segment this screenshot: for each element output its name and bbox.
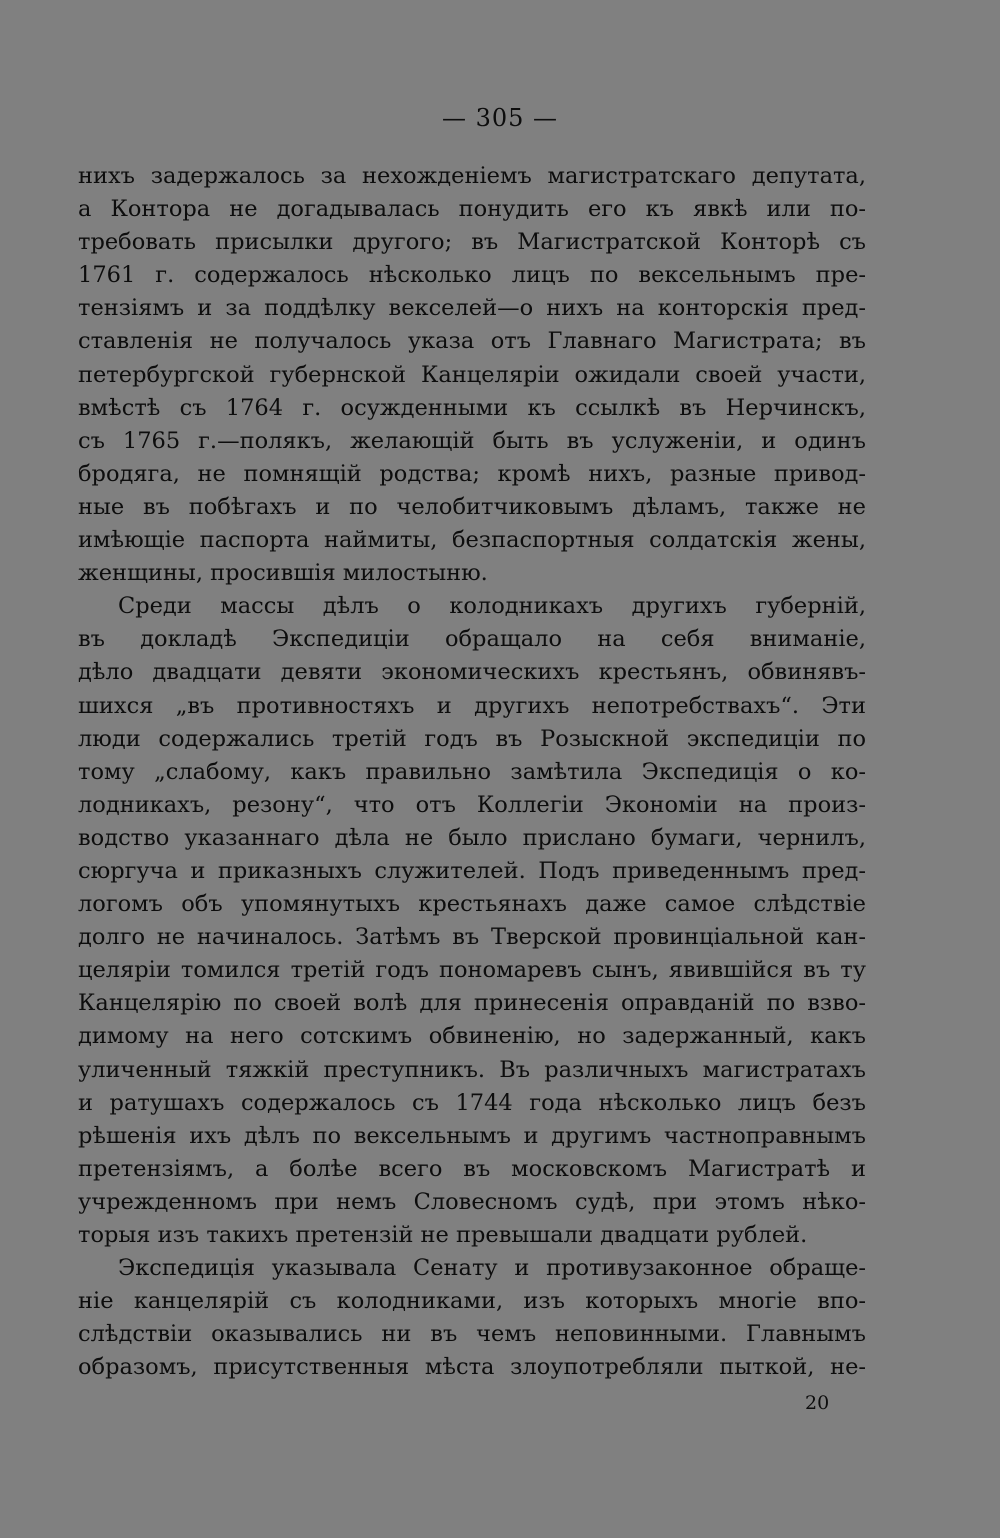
- text-line: тензіямъ и за поддѣлку векселей—о нихъ на конторскія пред-: [78, 295, 866, 322]
- text-line: сюргуча и приказныхъ служителей. Подъ приведеннымъ пред-: [78, 857, 866, 884]
- text-line: рѣшенія ихъ дѣлъ по вексельнымъ и другимъ частноправнымъ: [78, 1122, 866, 1149]
- text-line: а Контора не догадывалась понудить его къ явкѣ или по-: [78, 196, 866, 223]
- page-number-header: — 305 —: [441, 104, 559, 132]
- text-line: съ 1765 г.—полякъ, желающій быть въ услуженіи, и одинъ: [78, 427, 866, 454]
- text-line: женщины, просившія милостыню.: [78, 560, 488, 587]
- text-line: Канцелярію по своей волѣ для принесенія оправданій по взво-: [78, 990, 866, 1017]
- text-line: въ докладѣ Экспедиціи обращало на себя вниманіе,: [78, 626, 866, 653]
- text-line: имѣющіе паспорта наймиты, безпаспортныя солдатскія жены,: [78, 527, 866, 554]
- text-line: водство указаннаго дѣла не было прислано бумаги, чернилъ,: [78, 824, 866, 851]
- text-line: люди содержались третій годъ въ Розыскной экспедиціи по: [78, 725, 866, 752]
- signature-mark: 20: [805, 1392, 830, 1414]
- text-line: уличенный тяжкій преступникъ. Въ различныхъ магистратахъ: [78, 1056, 866, 1083]
- text-line: и ратушахъ содержалось съ 1744 года нѣсколько лицъ безъ: [78, 1089, 866, 1116]
- text-line: Экспедиція указывала Сенату и противузаконное обраще-: [118, 1255, 866, 1282]
- text-line: димому на него сотскимъ обвиненію, но задержанный, какъ: [78, 1023, 866, 1050]
- text-line: требовать присылки другого; въ Магистратской Конторѣ съ: [78, 229, 866, 256]
- body-text: [78, 160, 866, 1384]
- text-line: долго не начиналось. Затѣмъ въ Тверской провинціальной кан-: [78, 924, 866, 951]
- text-line: торыя изъ такихъ претензій не превышали двадцати рублей.: [78, 1222, 808, 1248]
- text-line: дѣло двадцати девяти экономическихъ крестьянъ, обвинявъ-: [78, 659, 866, 686]
- text-line: нихъ задержалось за нехожденіемъ магистратскаго депутата,: [78, 163, 866, 189]
- text-line: учрежденномъ при немъ Словесномъ судѣ, при этомъ нѣко-: [78, 1188, 866, 1215]
- text-line: шихся „въ противностяхъ и другихъ непотребствахъ“. Эти: [78, 692, 866, 719]
- text-line: ные въ побѣгахъ и по челобитчиковымъ дѣламъ, также не: [78, 493, 866, 520]
- text-line: целяріи томился третій годъ пономаревъ сынъ, явившійся въ ту: [78, 957, 866, 984]
- text-line: слѣдствіи оказывались ни въ чемъ неповинными. Главнымъ: [78, 1321, 866, 1348]
- text-line: лодникахъ, резону“, что отъ Коллегіи Экономіи на произ-: [78, 791, 866, 818]
- text-line: Среди массы дѣлъ о колодникахъ другихъ губерній,: [118, 593, 866, 620]
- text-line: петербургской губернской Канцеляріи ожидали своей участи,: [78, 361, 866, 388]
- text-line: образомъ, присутственныя мѣста злоупотребляли пыткой, не-: [78, 1354, 866, 1381]
- text-line: тому „слабому, какъ правильно замѣтила Экспедиція о ко-: [78, 758, 866, 785]
- text-line: ставленія не получалось указа отъ Главнаго Магистрата; въ: [78, 328, 866, 355]
- text-line: бродяга, не помнящій родства; кромѣ нихъ, разные привод-: [78, 460, 866, 487]
- text-line: логомъ объ упомянутыхъ крестьянахъ даже самое слѣдствіе: [78, 891, 866, 918]
- text-line: претензіямъ, а болѣе всего въ московскомъ Магистратѣ и: [78, 1155, 866, 1182]
- text-line: 1761 г. содержалось нѣсколько лицъ по вексельнымъ пре-: [78, 262, 866, 289]
- text-line: ніе канцелярій съ колодниками, изъ которыхъ многіе впо-: [78, 1288, 866, 1315]
- text-line: вмѣстѣ съ 1764 г. осужденными къ ссылкѣ въ Нерчинскъ,: [78, 394, 866, 421]
